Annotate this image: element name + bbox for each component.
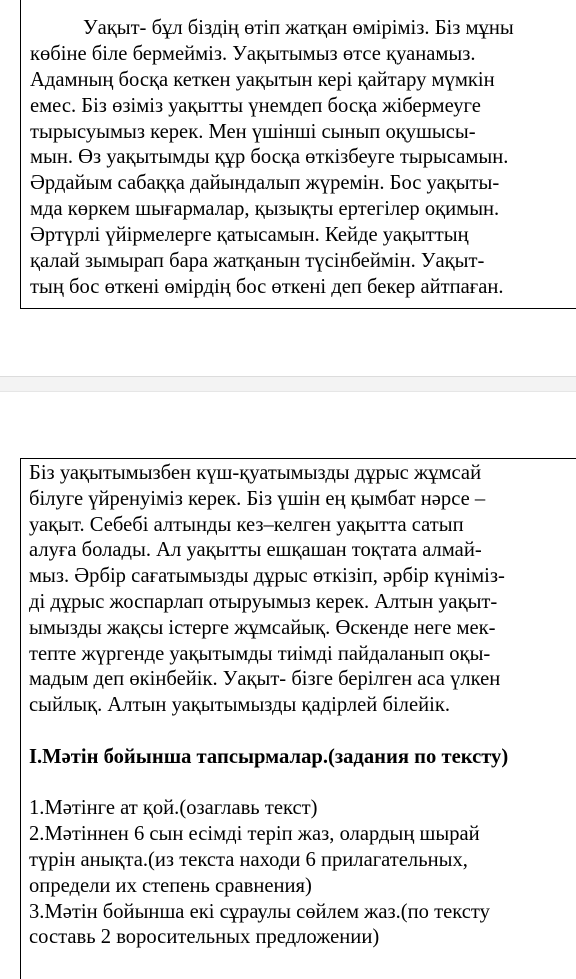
passage-line: тепте жүргенде уақытымды тиімді пайдаланып оқы- — [29, 642, 491, 665]
blank-line — [29, 719, 576, 745]
passage-line: қалай зымырап бара жатқанын түсінбеймін. Уақыт- — [30, 250, 485, 273]
blank-line — [29, 771, 576, 797]
bottom-passage — [20, 458, 576, 979]
passage-line: ымызды жақсы істерге жұмсайық. Өскенде неге мек- — [29, 616, 496, 639]
tasks-heading: І.Мәтін бойынша тапсырмалар.(задания по тексту) — [29, 745, 509, 768]
passage-line: көбіне біле бермейміз. Уақытымыз өтсе қуанамыз. — [30, 42, 476, 65]
passage-line: Адамның босқа кеткен уақытын кері қайтару мүмкін — [30, 68, 495, 91]
passage-line: білуге үйренуіміз керек. Біз үшін ең қымбат нәрсе – — [29, 487, 486, 510]
passage-line: мын. Өз уақытымды құр босқа өткізбеуге тырысамын. — [30, 146, 509, 169]
task-line: 2.Мәтіннен 6 сын есімді теріп жаз, олардың шырай — [29, 823, 480, 846]
task-line: 1.Мәтінге ат қой.(озаглавь текст) — [29, 797, 318, 820]
passage-line: Біз уақытымызбен күш-қуатымызды дұрыс жұмсай — [29, 462, 482, 484]
passage-line: уақыт. Себебі алтынды кез–келген уақытта сатып — [29, 513, 464, 536]
passage-line: Уақыт- бұл біздің өтіп жатқан өміріміз. Біз мұны — [83, 17, 514, 39]
passage-line: Әрдайым сабаққа дайындалып жүремін. Бос уақыты- — [30, 172, 500, 195]
task-line: определи их степень сравнения) — [29, 874, 312, 897]
page-separator — [0, 376, 576, 392]
passage-line: мыз. Әрбір сағатымызды дұрыс өткізіп, әрбір күніміз- — [29, 565, 505, 588]
passage-line: мда көркем шығармалар, қызықты ертегілер оқимын. — [30, 198, 500, 221]
passage-line: тырысуымыз керек. Мен үшінші сынып оқушысы- — [30, 120, 476, 143]
passage-line: Әртүрлі үйірмелерге қатысамын. Кейде уақыттың — [30, 224, 469, 247]
passage-line: емес. Біз өзіміз уақытты үнемдеп босқа жібермеуге — [30, 94, 481, 117]
task-line: түрін анықта.(из текста находи 6 прилагательных, — [29, 848, 468, 871]
passage-line: тың бос өткені өмірдің бос өткені деп бекер айтпаған. — [30, 275, 504, 298]
passage-line: ді дұрыс жоспарлап отыруымыз керек. Алтын уақыт- — [29, 590, 498, 613]
passage-line: мадым деп өкінбейік. Уақыт- бізге берілген аса үлкен — [29, 668, 501, 691]
task-line: составь 2 воросительных предложении) — [29, 926, 380, 949]
top-passage — [20, 0, 576, 309]
passage-line: алуға болады. Ал уақытты ешқашан тоқтата алмай- — [29, 539, 482, 562]
task-line: 3.Мәтін бойынша екі сұраулы сөйлем жаз.(по тексту — [29, 900, 490, 923]
passage-line: сыйлық. Алтын уақытымызды қадірлей білейік. — [29, 694, 450, 717]
